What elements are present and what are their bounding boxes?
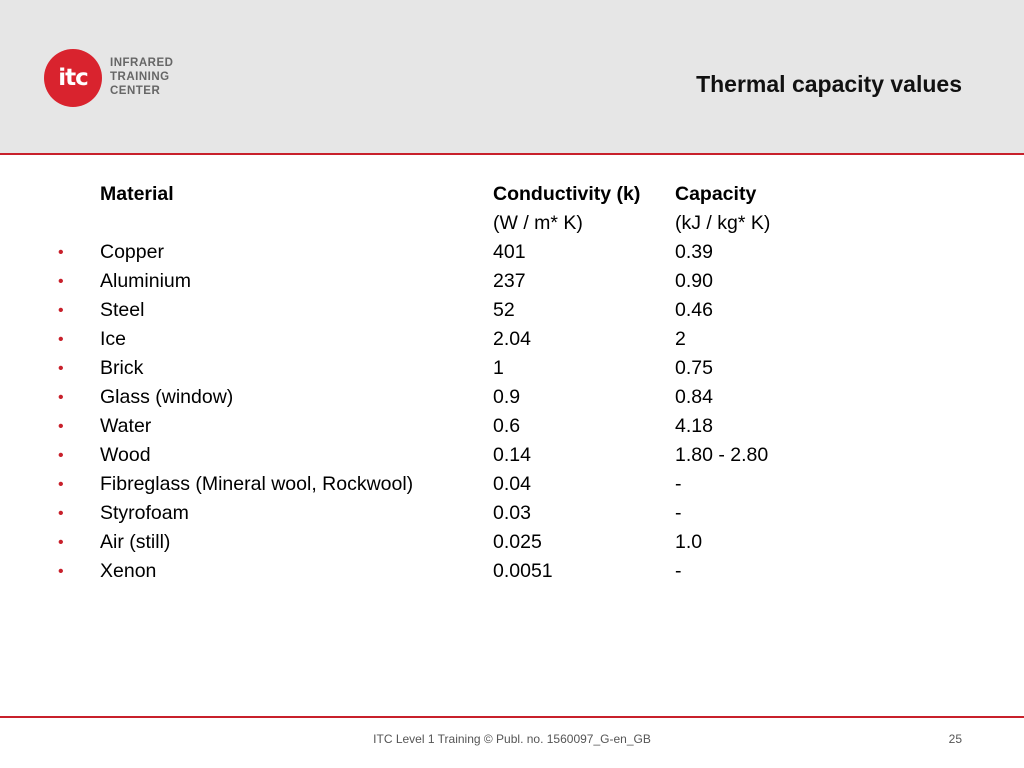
table-body [0,238,1024,586]
conductivity-cell: 1 [493,357,504,379]
material-cell: Air (still) [100,531,171,553]
conductivity-cell: 237 [493,270,526,292]
unit-capacity: (kJ / kg* K) [675,212,771,234]
table-row [0,325,1024,354]
table-row [0,470,1024,499]
slide-title: Thermal capacity values [696,71,962,97]
itc-logo [44,49,184,107]
logo-wordmark [110,56,173,98]
conductivity-cell: 0.9 [493,386,521,408]
table-header-row [0,180,1024,209]
bullet-icon: • [58,273,64,290]
footer-text: ITC Level 1 Training © Publ. no. 1560097_G-en_GB [373,732,651,746]
table-row [0,557,1024,586]
bullet-icon: • [58,244,64,261]
bullet-icon: • [58,505,64,522]
logo-line: CENTER [110,85,161,97]
conductivity-cell: 0.0051 [493,560,553,582]
bullet-icon: • [58,331,64,348]
logo-line: INFRARED [110,57,174,69]
capacity-cell: 1.0 [675,531,703,553]
capacity-cell: 4.18 [675,415,713,437]
capacity-cell: 0.90 [675,270,713,292]
bullet-icon: • [58,302,64,319]
capacity-cell: - [675,502,682,524]
unit-conductivity: (W / m* K) [493,212,583,234]
conductivity-cell: 0.03 [493,502,531,524]
table-row [0,383,1024,412]
material-cell: Xenon [100,560,157,582]
logo-line: TRAINING [110,71,170,83]
material-cell: Wood [100,444,151,466]
table-row [0,499,1024,528]
capacity-cell: 0.39 [675,241,713,263]
conductivity-cell: 2.04 [493,328,531,350]
material-cell: Ice [100,328,127,350]
bullet-icon: • [58,389,64,406]
material-cell: Aluminium [100,270,192,292]
material-cell: Styrofoam [100,502,189,524]
header-material: Material [100,183,174,205]
thermal-table [0,180,1024,586]
header-conductivity: Conductivity (k) [493,183,641,205]
material-cell: Glass (window) [100,386,234,408]
table-row [0,267,1024,296]
conductivity-cell: 0.025 [493,531,542,553]
conductivity-cell: 0.14 [493,444,531,466]
capacity-cell: - [675,473,682,495]
conductivity-cell: 0.6 [493,415,521,437]
conductivity-cell: 0.04 [493,473,531,495]
capacity-cell: 0.84 [675,386,713,408]
table-units-row [0,209,1024,238]
capacity-cell: 2 [675,328,686,350]
capacity-cell: - [675,560,682,582]
table-row [0,296,1024,325]
header-capacity: Capacity [675,183,757,205]
material-cell: Copper [100,241,164,263]
material-cell: Fibreglass (Mineral wool, Rockwool) [100,473,414,495]
bullet-icon: • [58,476,64,493]
bullet-icon: • [58,360,64,377]
slide-header [0,0,1024,155]
material-cell: Water [100,415,152,437]
table-row [0,354,1024,383]
conductivity-cell: 401 [493,241,526,263]
capacity-cell: 1.80 - 2.80 [675,444,769,466]
page-number: 25 [948,732,962,746]
bullet-icon: • [58,534,64,551]
bullet-icon: • [58,447,64,464]
capacity-cell: 0.46 [675,299,713,321]
table-row [0,528,1024,557]
material-cell: Brick [100,357,144,379]
bullet-icon: • [58,418,64,435]
capacity-cell: 0.75 [675,357,713,379]
table-row [0,441,1024,470]
bullet-icon: • [58,563,64,580]
footer-divider [0,716,1024,718]
logo-mark: itc [44,49,102,107]
conductivity-cell: 52 [493,299,515,321]
table-row [0,412,1024,441]
table-row [0,238,1024,267]
material-cell: Steel [100,299,145,321]
